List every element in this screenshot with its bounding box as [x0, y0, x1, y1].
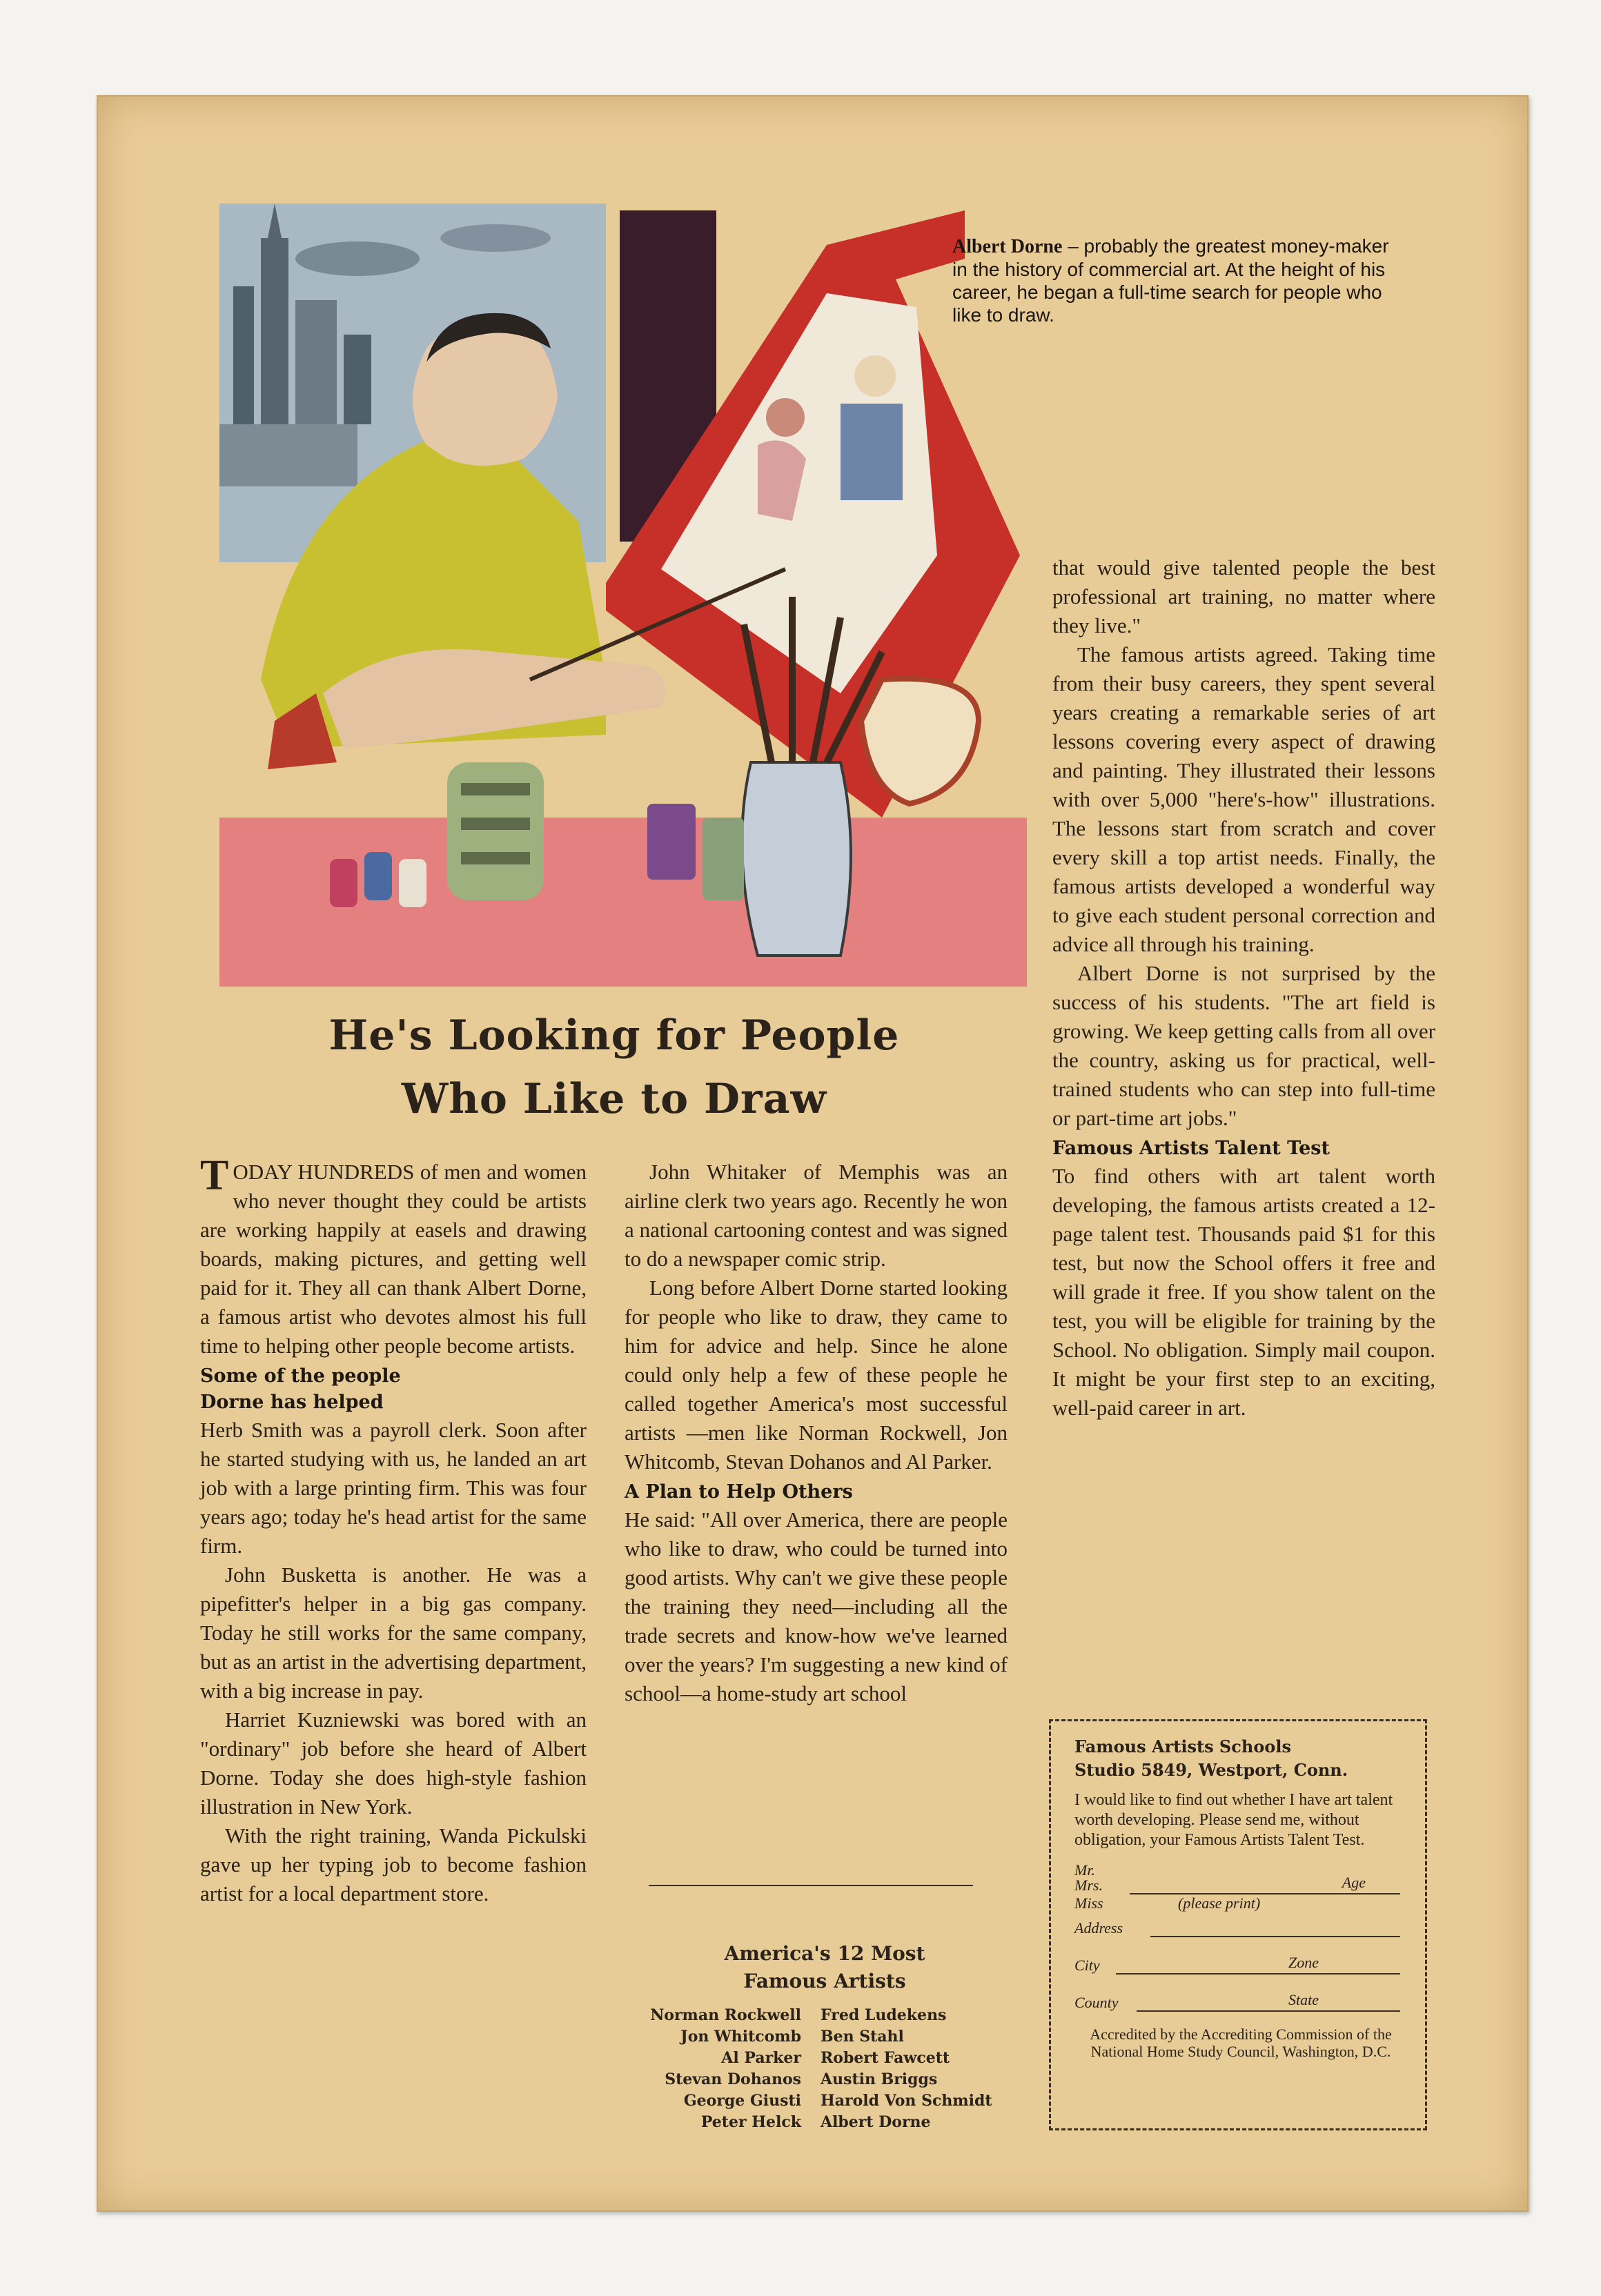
mail-coupon[interactable] [1049, 1719, 1427, 2130]
artist-name: Robert Fawcett [821, 2049, 950, 2067]
caption-text: – probably the greatest money-maker in the history of commercial art. At the height of his career, he began a full-time search for people who like to draw. [952, 235, 1389, 326]
headline [235, 1004, 994, 1131]
drop-cap: T [200, 1152, 229, 1199]
artist-name: George Giusti [683, 2092, 801, 2110]
coupon-address-line[interactable]: Address [1074, 1918, 1407, 1939]
section-heading: Some of the people Dorne has helped [200, 1365, 401, 1413]
divider-rule [649, 1885, 973, 1886]
paragraph: With the right training, Wanda Pickulski gave up her typing job to become fashion artist for a local department store. [200, 1823, 587, 1906]
coupon-city-line[interactable]: City Zone [1074, 1955, 1407, 1976]
illustration-caption [952, 235, 1394, 326]
section-heading: A Plan to Help Others [625, 1481, 853, 1503]
artist-name: Fred Ludekens [821, 2006, 947, 2024]
coupon-accreditation: Accredited by the Accrediting Commission of the National Home Study Council, Washington, D.C. [1090, 2026, 1392, 2060]
paragraph: The famous artists agreed. Taking time from their busy careers, they spent several years creating a remarkable series of art lessons covering every aspect of drawing and painting. They illustrated their lessons with over 5,000 "here's-how" illustrations. The lessons start from scratch and cover every skill a top artist needs. Finally, the famous artists developed a wonderful way to give each student personal correction and advice all through his training. [1052, 642, 1435, 956]
headline-line-2: Who Like to Draw [401, 1075, 827, 1123]
paragraph: John Whitaker of Memphis was an airline clerk two years ago. Recently he won a national cartooning contest and was signed to do a newspaper comic strip. [625, 1160, 1008, 1271]
paragraph: that would give talented people the best professional art training, no matter where they live." [1052, 555, 1435, 637]
famous-artists-list [607, 1940, 1014, 2133]
artist-name: Harold Von Schmidt [821, 2092, 992, 2110]
intro-paragraph: TODAY HUNDREDS of men and women who never thought they could be artists are working happily at easels and drawing boards, making pictures, and getting well paid for it. They all can thank Albert Dorne, a famous artist who devotes almost his full time to helping other people become artists. [200, 1152, 587, 1358]
artist-name: Al Parker [721, 2049, 801, 2067]
artist-name: Norman Rockwell [650, 2006, 801, 2024]
paragraph: Herb Smith was a payroll clerk. Soon after he started studying with us, he landed an art job with a large printing firm. This was four years ago; today he's head artist for the same firm. [200, 1418, 587, 1558]
caption-name: Albert Dorne [952, 236, 1063, 257]
famous-title: America's 12 Most Famous Artists [724, 1942, 925, 1992]
paragraph: John Busketta is another. He was a pipefitter's helper in a big gas company. Today he still works for the same company, but as an artist in the advertising department, with a big increase in pay. [200, 1563, 587, 1703]
artist-name: Jon Whitcomb [680, 2028, 801, 2046]
coupon-heading: Famous Artists Schools Studio 5849, Westport, Conn. [1074, 1736, 1348, 1780]
section-heading: Famous Artists Talent Test [1052, 1138, 1330, 1159]
artist-name: Ben Stahl [821, 2028, 904, 2046]
headline-line-1: He's Looking for People [328, 1011, 900, 1060]
column-1 [200, 1152, 587, 1908]
coupon-county-line[interactable]: County State [1074, 1992, 1407, 2013]
paragraph: He said: "All over America, there are people who like to draw, who could be turned into good artists. Why can't we give these people the training they need—including all the trade secrets and know-how we've learned over the years? I'm suggesting a new kind of school—a home-study art school [625, 1507, 1008, 1705]
paragraph: Long before Albert Dorne started looking for people who like to draw, they came to him for advice and help. Since he alone could only help a few of these people he called together America's most successful artists —men like Norman Rockwell, Jon Whitcomb, Stevan Dohanos and Al Parker. [625, 1276, 1008, 1474]
coupon-miss-line: Miss (please print) [1074, 1894, 1261, 1912]
artist-name: Albert Dorne [821, 2113, 931, 2131]
column-3 [1052, 553, 1435, 1423]
artist-names [607, 2005, 1014, 2133]
paragraph: Albert Dorne is not surprised by the success of his students. "The art field is growing. We keep getting calls from all over the country, asking us for practical, well-trained students who can step into full-time or part-time art jobs." [1052, 961, 1435, 1130]
paragraph: Harriet Kuzniewski was bored with an "ordinary" job before she heard of Albert Dorne. Today she does high-style fashion illustration in New York. [200, 1708, 587, 1819]
paragraph: To find others with art talent worth developing, the famous artists created a 12-page talent test. Thousands paid $1 for this test, but now the School offers it free and will grade it free. If you show talent on the test, you will be eligible for training by the School. No obligation. Simply mail coupon. It might be your first step to an exciting, well-paid career in art. [1052, 1164, 1435, 1420]
coupon-mrs-line[interactable]: Mrs. Age [1074, 1875, 1407, 1896]
column-2 [625, 1158, 1008, 1708]
coupon-mr-line: Mr. [1074, 1861, 1095, 1879]
artist-name: Stevan Dohanos [665, 2070, 801, 2088]
coupon-text: I would like to find out whether I have art talent worth developing. Please send me, without obligation, your Famous Artists Talent Test. [1074, 1791, 1393, 1849]
artist-name: Austin Briggs [821, 2070, 938, 2088]
artist-name: Peter Helck [700, 2113, 801, 2131]
albert-dorne-illustration [219, 197, 1027, 987]
